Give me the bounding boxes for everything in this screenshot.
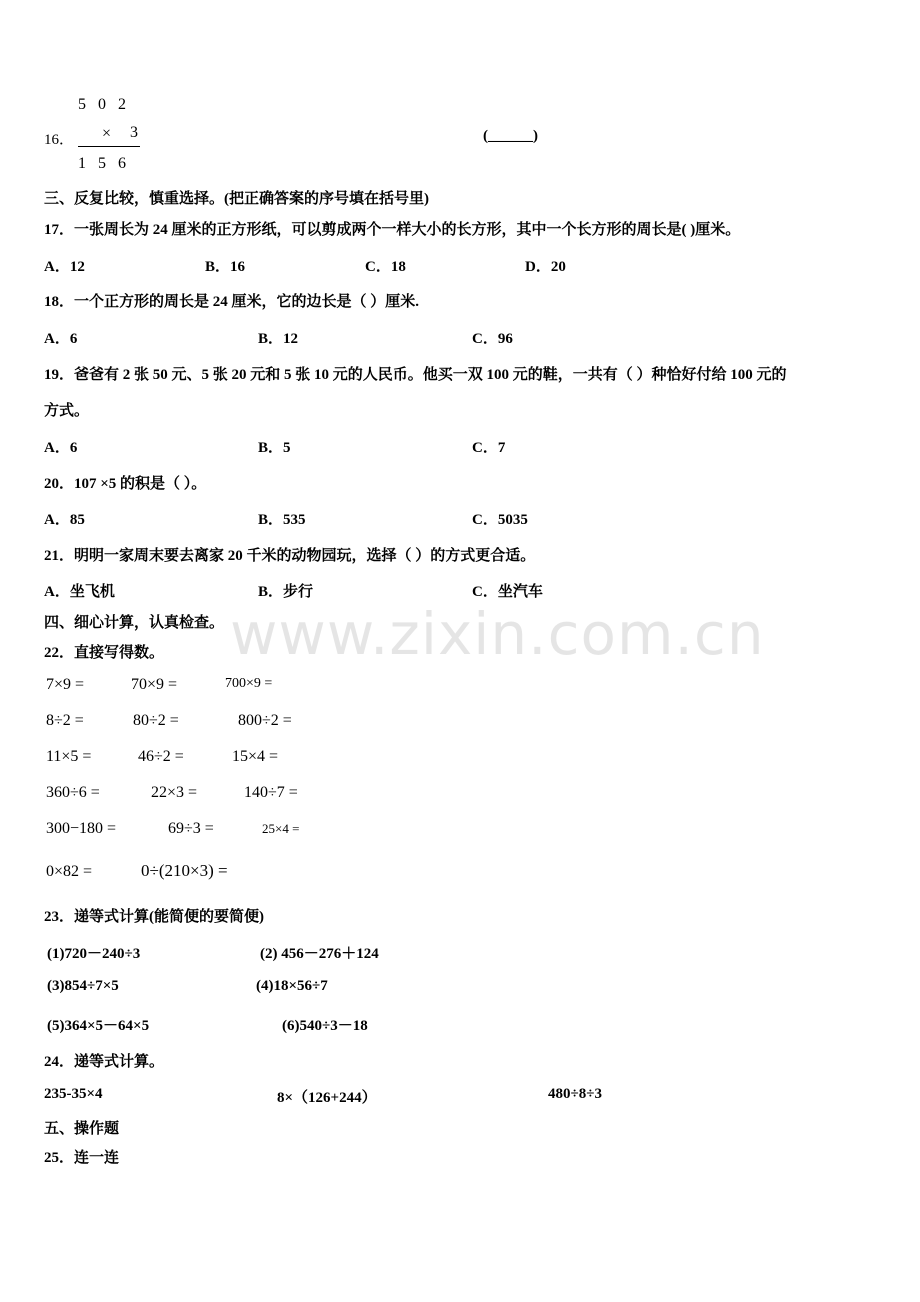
- q22-calc: 7×9 =: [46, 676, 85, 693]
- q18-option-c[interactable]: C．96: [472, 331, 513, 347]
- q23-item: (3)854÷7×5: [47, 978, 119, 994]
- q16-top-number: 5 0 2: [78, 96, 130, 113]
- q22-calc: 11×5 =: [46, 748, 92, 765]
- q23-item: (1)720－240÷3: [47, 946, 141, 962]
- q24-item: 8×（126+244）: [277, 1090, 377, 1106]
- q22-calc: 69÷3 =: [168, 820, 214, 837]
- q18-text: 18．一个正方形的周长是 24 厘米，它的边长是（ ）厘米.: [44, 294, 420, 310]
- q17-option-d[interactable]: D．20: [525, 259, 566, 275]
- q22-calc: 140÷7 =: [244, 784, 298, 801]
- q21-text: 21．明明一家周末要去离家 20 千米的动物园玩，选择（ ）的方式更合适。: [44, 548, 536, 564]
- q17-text: 17．一张周长为 24 厘米的正方形纸，可以剪成两个一样大小的长方形，其中一个长方形的周长是( )厘米。: [44, 222, 741, 238]
- section5-heading: 五、操作题: [44, 1121, 120, 1137]
- q22-calc: 25×4 =: [262, 821, 300, 836]
- q21-option-c[interactable]: C．坐汽车: [472, 584, 543, 600]
- q25-title: 25．连一连: [44, 1150, 120, 1166]
- q22-calc: 15×4 =: [232, 748, 279, 765]
- q16-multiply-sign: ×: [102, 125, 112, 142]
- q22-calc: 70×9 =: [131, 676, 178, 693]
- q22-calc: 8÷2 =: [46, 712, 84, 729]
- q18-option-b[interactable]: B．12: [258, 331, 299, 347]
- q19-text-line1: 19．爸爸有 2 张 50 元、5 张 20 元和 5 张 10 元的人民币。他买一双 100 元的鞋，一共有（ ）种恰好付给 100 元的: [44, 367, 787, 383]
- q17-option-c[interactable]: C．18: [365, 259, 406, 275]
- q22-calc: 0×82 =: [46, 863, 93, 880]
- q19-option-c[interactable]: C．7: [472, 440, 506, 456]
- q22-calc: 22×3 =: [151, 784, 198, 801]
- q23-item: (5)364×5－64×5: [47, 1018, 150, 1034]
- q24-title: 24．递等式计算。: [44, 1054, 165, 1070]
- q22-calc: 700×9 =: [225, 676, 273, 691]
- q23-item: (4)18×56÷7: [256, 978, 328, 994]
- q22-calc: 800÷2 =: [238, 712, 292, 729]
- q20-text: 20．107 ×5 的积是（ ）。: [44, 476, 207, 492]
- q16-number: 16．: [44, 132, 75, 148]
- q24-item: 235-35×4: [44, 1086, 103, 1102]
- q16-rule: [78, 146, 140, 147]
- q23-title: 23．递等式计算(能简便的要简便): [44, 909, 264, 925]
- q18-option-a[interactable]: A．6: [44, 331, 78, 347]
- q17-option-a[interactable]: A．12: [44, 259, 85, 275]
- q16-result: 1 5 6: [78, 155, 130, 172]
- q23-item: (2) 456－276＋124: [260, 946, 379, 962]
- q16-multiplier: 3: [130, 124, 138, 141]
- q20-option-c[interactable]: C．5035: [472, 512, 528, 528]
- q22-calc: 46÷2 =: [138, 748, 184, 765]
- q20-option-b[interactable]: B．535: [258, 512, 306, 528]
- section3-heading: 三、反复比较，慎重选择。(把正确答案的序号填在括号里): [44, 191, 429, 207]
- q16-answer-blank[interactable]: (______): [483, 128, 538, 144]
- q19-option-b[interactable]: B．5: [258, 440, 291, 456]
- q21-option-a[interactable]: A．坐飞机: [44, 584, 115, 600]
- q22-calc: 80÷2 =: [133, 712, 179, 729]
- q21-option-b[interactable]: B．步行: [258, 584, 314, 600]
- q22-calc: 300−180 =: [46, 820, 117, 837]
- q24-item: 480÷8÷3: [548, 1086, 602, 1102]
- q22-calc: 0÷(210×3) =: [141, 861, 228, 880]
- q22-calc: 360÷6 =: [46, 784, 100, 801]
- q20-option-a[interactable]: A．85: [44, 512, 85, 528]
- watermark-text: www.zixin.com.cn: [230, 600, 765, 668]
- q17-option-b[interactable]: B．16: [205, 259, 246, 275]
- section4-heading: 四、细心计算，认真检查。: [44, 615, 225, 631]
- q22-title: 22．直接写得数。: [44, 645, 165, 661]
- q19-text-line2: 方式。: [44, 403, 90, 419]
- q23-item: (6)540÷3－18: [282, 1018, 368, 1034]
- q19-option-a[interactable]: A．6: [44, 440, 78, 456]
